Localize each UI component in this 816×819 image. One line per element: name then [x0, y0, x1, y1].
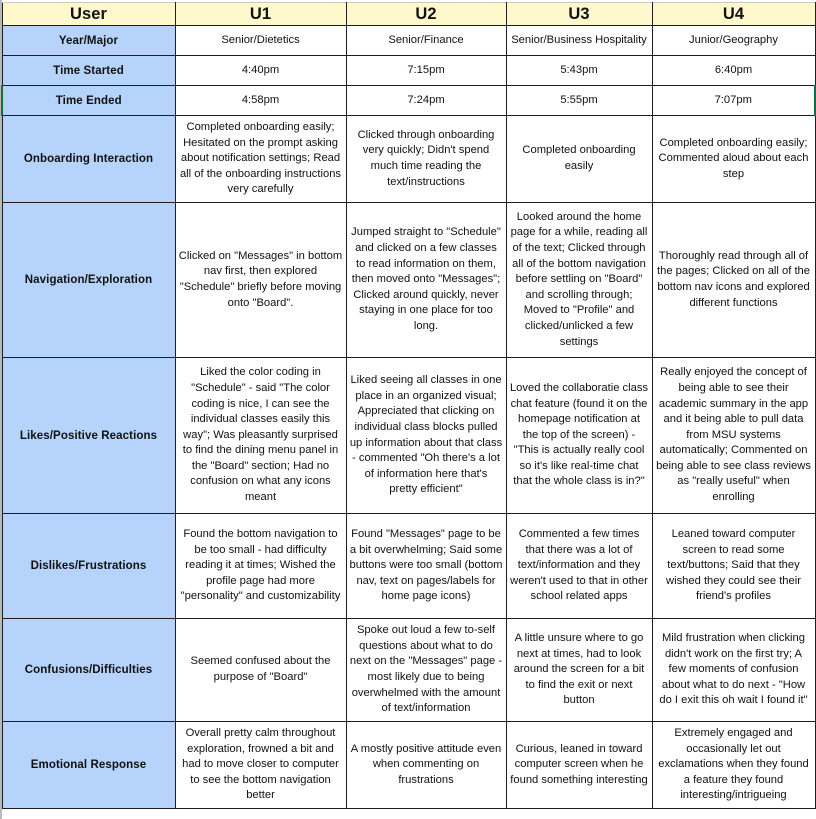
header-cell-u1[interactable]: U1 — [175, 3, 346, 26]
cell-u1-dislikes[interactable]: Found the bottom navigation to be too small - had difficulty reading it at times; Wished the profile page had more "personality" and customizability — [175, 514, 346, 619]
cell-u2-dislikes[interactable]: Found "Messages" page to be a bit overwhelming; Said some buttons were too small (bottom nav, text on pages/labels for home page icons) — [346, 514, 506, 619]
table-row-likes — [2, 358, 815, 514]
cell-u2-time-started[interactable]: 7:15pm — [346, 56, 506, 86]
cell-u1-likes[interactable]: Liked the color coding in "Schedule" - said "The color coding is nice, I can see the individual classes easily this way"; Was pleasantly surprised to find the dining menu panel in the "Board" section; Had no confusion on what any icons meant — [175, 358, 346, 514]
table-row-time-started — [2, 56, 815, 86]
row-label-time-started[interactable]: Time Started — [2, 56, 175, 86]
cell-u1-confusions[interactable]: Seemed confused about the purpose of "Board" — [175, 619, 346, 722]
cell-u3-emotional-response[interactable]: Curious, leaned in toward computer screen when he found something interesting — [506, 722, 652, 809]
cell-u2-likes[interactable]: Liked seeing all classes in one place in an organized visual; Appreciated that clicking on individual class blocks pulled up information about that class - commented "Oh there's a lot of information here that's pretty efficient" — [346, 358, 506, 514]
cell-u4-emotional-response[interactable]: Extremely engaged and occasionally let out exclamations when they found a feature they found interesting/intrigueing — [652, 722, 815, 809]
header-cell-u2[interactable]: U2 — [346, 3, 506, 26]
cell-u4-onboarding[interactable]: Completed onboarding easily; Commented aloud about each step — [652, 116, 815, 203]
table-row-dislikes — [2, 514, 815, 619]
cell-u1-onboarding[interactable]: Completed onboarding easily; Hesitated on the prompt asking about notification settings; Read all of the onboarding instructions very carefully — [175, 116, 346, 203]
header-row — [2, 3, 815, 26]
cell-u3-likes[interactable]: Loved the collaboratie class chat feature (found it on the homepage notification at the top of the screen) - "This is actually really cool so it's like real-time chat that the whole class is in?" — [506, 358, 652, 514]
header-cell-user[interactable]: User — [2, 3, 175, 26]
row-label-time-ended[interactable]: Time Ended — [2, 86, 175, 116]
cell-u1-time-ended[interactable]: 4:58pm — [175, 86, 346, 116]
cell-u2-confusions[interactable]: Spoke out loud a few to-self questions about what to do next on the "Messages" page - most likely due to being overwhelmed with the amount of text/information — [346, 619, 506, 722]
table-row-onboarding — [2, 116, 815, 203]
table-row-emotional-response — [2, 722, 815, 809]
cell-u4-time-ended[interactable]: 7:07pm — [652, 86, 815, 116]
cell-u3-onboarding[interactable]: Completed onboarding easily — [506, 116, 652, 203]
cell-u3-navigation[interactable]: Looked around the home page for a while, reading all of the text; Clicked through all of the bottom navigation before settling on "Board" and scrolling through; Moved to "Profile" and clicked/unlicked a few settings — [506, 203, 652, 358]
row-label-year-major[interactable]: Year/Major — [2, 26, 175, 56]
cell-u4-navigation[interactable]: Thoroughly read through all of the pages; Clicked on all of the bottom nav icons and explored different functions — [652, 203, 815, 358]
cell-u4-time-started[interactable]: 6:40pm — [652, 56, 815, 86]
cell-u2-time-ended[interactable]: 7:24pm — [346, 86, 506, 116]
row-label-confusions[interactable]: Confusions/Difficulties — [2, 619, 175, 722]
usability-findings-table — [1, 2, 816, 809]
cell-u3-year-major[interactable]: Senior/Business Hospitality — [506, 26, 652, 56]
row-label-dislikes[interactable]: Dislikes/Frustrations — [2, 514, 175, 619]
cell-u1-time-started[interactable]: 4:40pm — [175, 56, 346, 86]
cell-u4-likes[interactable]: Really enjoyed the concept of being able to see their academic summary in the app and it being able to pull data from MSU systems automatically; Commented on being able to see class reviews as "really useful" when enrolling — [652, 358, 815, 514]
table-row-time-ended — [2, 86, 815, 116]
header-cell-u4[interactable]: U4 — [652, 3, 815, 26]
row-label-onboarding[interactable]: Onboarding Interaction — [2, 116, 175, 203]
cell-u4-confusions[interactable]: Mild frustration when clicking didn't work on the first try; A few moments of confusion about what to do next - "How do I exit this oh wait I found it" — [652, 619, 815, 722]
cell-u2-year-major[interactable]: Senior/Finance — [346, 26, 506, 56]
cell-u1-year-major[interactable]: Senior/Dietetics — [175, 26, 346, 56]
row-label-navigation[interactable]: Navigation/Exploration — [2, 203, 175, 358]
table-row-confusions — [2, 619, 815, 722]
cell-u3-time-ended[interactable]: 5:55pm — [506, 86, 652, 116]
cell-u3-confusions[interactable]: A little unsure where to go next at times, had to look around the screen for a bit to find the exit or next button — [506, 619, 652, 722]
cell-u3-time-started[interactable]: 5:43pm — [506, 56, 652, 86]
cell-u2-emotional-response[interactable]: A mostly positive attitude even when commenting on frustrations — [346, 722, 506, 809]
row-label-likes[interactable]: Likes/Positive Reactions — [2, 358, 175, 514]
table-row-navigation — [2, 203, 815, 358]
cell-u1-navigation[interactable]: Clicked on "Messages" in bottom nav first, then explored "Schedule" briefly before moving onto "Board". — [175, 203, 346, 358]
cell-u4-year-major[interactable]: Junior/Geography — [652, 26, 815, 56]
cell-u3-dislikes[interactable]: Commented a few times that there was a lot of text/information and they weren't used to that in other school related apps — [506, 514, 652, 619]
cell-u1-emotional-response[interactable]: Overall pretty calm throughout exploration, frowned a bit and had to move closer to computer to see the bottom navigation better — [175, 722, 346, 809]
row-label-emotional-response[interactable]: Emotional Response — [2, 722, 175, 809]
cell-u2-navigation[interactable]: Jumped straight to "Schedule" and clicked on a few classes to read information on them, then moved onto "Messages"; Clicked around quickly, never staying in one place for too long. — [346, 203, 506, 358]
table-row-year-major — [2, 26, 815, 56]
header-cell-u3[interactable]: U3 — [506, 3, 652, 26]
cell-u2-onboarding[interactable]: Clicked through onboarding very quickly; Didn't spend much time reading the text/instructions — [346, 116, 506, 203]
cell-u4-dislikes[interactable]: Leaned toward computer screen to read some text/buttons; Said that they wished they could see their friend's profiles — [652, 514, 815, 619]
